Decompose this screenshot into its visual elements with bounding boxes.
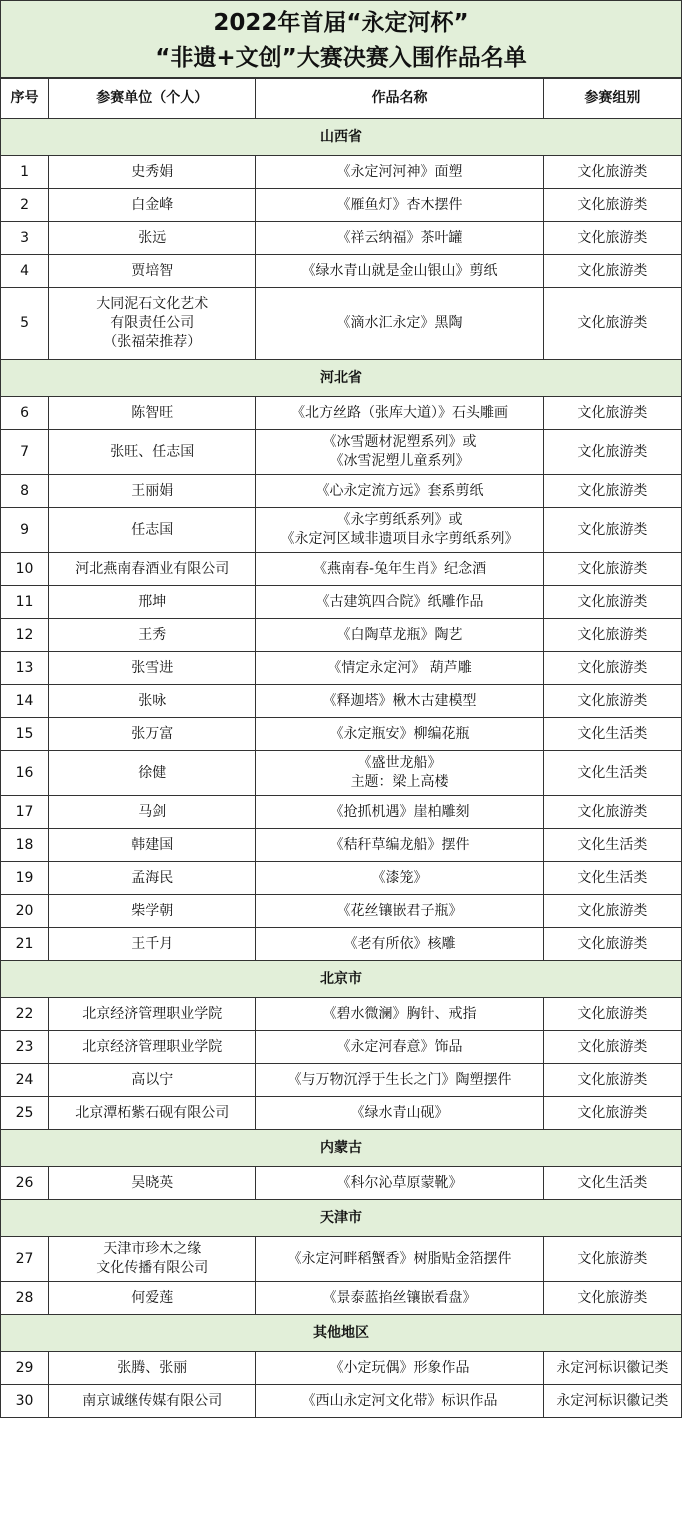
cell-unit-line: 任志国 (131, 521, 174, 538)
cell-unit (49, 553, 256, 586)
cell-number: 25 (1, 1097, 49, 1130)
table-row (1, 553, 682, 586)
table-row (1, 1031, 682, 1064)
cell-unit-line: 张咏 (138, 692, 167, 709)
cell-work (256, 928, 543, 961)
table-row (1, 928, 682, 961)
cell-group: 文化旅游类 (543, 1031, 681, 1064)
table-row (1, 397, 682, 430)
header-work: 作品名称 (256, 79, 543, 119)
cell-work-line: 《古建筑四合院》纸雕作品 (315, 593, 484, 610)
cell-group: 永定河标识徽记类 (543, 1352, 681, 1385)
cell-number: 14 (1, 685, 49, 718)
table-row (1, 1385, 682, 1418)
cell-unit (49, 475, 256, 508)
cell-work (256, 1385, 543, 1418)
cell-work (256, 685, 543, 718)
cell-unit-line: 有限责任公司 (110, 315, 195, 331)
table-row (1, 751, 682, 796)
cell-number: 5 (1, 288, 49, 360)
cell-group: 文化旅游类 (543, 685, 681, 718)
cell-number: 24 (1, 1064, 49, 1097)
cell-group: 文化生活类 (543, 718, 681, 751)
cell-work (256, 586, 543, 619)
cell-work-line: 《永定河春意》饰品 (336, 1038, 463, 1055)
cell-work-line: 《绿水青山就是金山银山》剪纸 (301, 262, 498, 279)
cell-unit-line: 陈智旺 (131, 404, 174, 421)
cell-work (256, 998, 543, 1031)
cell-group: 文化旅游类 (543, 508, 681, 553)
cell-work-line: 《漆笼》 (371, 869, 428, 886)
table-row (1, 508, 682, 553)
cell-number: 21 (1, 928, 49, 961)
cell-number: 8 (1, 475, 49, 508)
cell-number: 28 (1, 1282, 49, 1315)
cell-unit (49, 751, 256, 796)
cell-group: 文化旅游类 (543, 928, 681, 961)
cell-work (256, 222, 543, 255)
table-row (1, 895, 682, 928)
cell-group: 文化旅游类 (543, 1097, 681, 1130)
cell-unit-line: 王秀 (138, 626, 167, 643)
cell-group: 文化旅游类 (543, 553, 681, 586)
cell-work (256, 255, 543, 288)
cell-unit (49, 718, 256, 751)
cell-number: 11 (1, 586, 49, 619)
table-row (1, 156, 682, 189)
cell-work-line: 《雁鱼灯》杏木摆件 (336, 196, 463, 213)
cell-work (256, 862, 543, 895)
cell-unit-line: 韩建国 (131, 836, 174, 853)
cell-unit-line: 高以宁 (131, 1071, 174, 1088)
table-row (1, 718, 682, 751)
cell-unit-line: 贾培智 (131, 262, 174, 279)
cell-unit (49, 829, 256, 862)
cell-unit-line: 王丽娟 (131, 482, 174, 499)
cell-work (256, 718, 543, 751)
section-title: 山西省 (1, 119, 682, 156)
cell-group: 文化旅游类 (543, 475, 681, 508)
cell-number: 23 (1, 1031, 49, 1064)
cell-number: 6 (1, 397, 49, 430)
cell-group: 文化旅游类 (543, 430, 681, 475)
cell-unit-line: 马剑 (138, 803, 167, 820)
cell-work-line: 《科尔沁草原蒙靴》 (336, 1174, 463, 1191)
table-row (1, 1352, 682, 1385)
cell-unit-line: 北京经济管理职业学院 (82, 1038, 223, 1055)
header-unit: 参赛单位（个人） (49, 79, 256, 119)
cell-number: 12 (1, 619, 49, 652)
cell-number: 22 (1, 998, 49, 1031)
section-title: 河北省 (1, 360, 682, 397)
cell-work (256, 156, 543, 189)
cell-group: 文化旅游类 (543, 586, 681, 619)
cell-unit-line: 北京经济管理职业学院 (82, 1005, 223, 1022)
table-row (1, 652, 682, 685)
table-row (1, 475, 682, 508)
cell-unit-line: 孟海民 (131, 869, 174, 886)
cell-work-line: 《抢抓机遇》崖柏雕刻 (329, 803, 470, 820)
cell-unit-line: 文化传播有限公司 (96, 1260, 209, 1276)
cell-work (256, 1031, 543, 1064)
table-row (1, 998, 682, 1031)
table-row (1, 255, 682, 288)
cell-group: 文化生活类 (543, 1167, 681, 1200)
cell-work (256, 1097, 543, 1130)
cell-unit-line: 王千月 (131, 935, 174, 952)
cell-work (256, 652, 543, 685)
table-row (1, 1167, 682, 1200)
cell-work-line: 《碧水微澜》胸针、戒指 (322, 1005, 477, 1022)
cell-work (256, 1352, 543, 1385)
cell-unit (49, 1352, 256, 1385)
cell-number: 27 (1, 1237, 49, 1282)
table-row (1, 586, 682, 619)
table-row (1, 862, 682, 895)
cell-unit (49, 1167, 256, 1200)
table-row (1, 796, 682, 829)
cell-work-line: 主题：梁上高楼 (350, 774, 449, 790)
cell-work (256, 397, 543, 430)
cell-unit (49, 255, 256, 288)
section-row (1, 1130, 682, 1167)
cell-unit-line: 吴晓英 (131, 1174, 174, 1191)
cell-unit (49, 796, 256, 829)
cell-number: 29 (1, 1352, 49, 1385)
section-title: 内蒙古 (1, 1130, 682, 1167)
cell-work-line: 《白陶草龙瓶》陶艺 (336, 626, 463, 643)
cell-number: 18 (1, 829, 49, 862)
cell-unit-line: 何爱莲 (131, 1289, 174, 1306)
cell-unit (49, 1097, 256, 1130)
cell-group: 文化旅游类 (543, 189, 681, 222)
cell-unit-line: 史秀娟 (131, 163, 174, 180)
section-row (1, 961, 682, 998)
cell-unit-line: 北京潭柘紫石砚有限公司 (75, 1104, 230, 1121)
cell-number: 17 (1, 796, 49, 829)
cell-group: 文化旅游类 (543, 255, 681, 288)
cell-group: 文化生活类 (543, 862, 681, 895)
cell-number: 4 (1, 255, 49, 288)
cell-work (256, 1167, 543, 1200)
section-row (1, 119, 682, 156)
cell-number: 3 (1, 222, 49, 255)
cell-group: 文化旅游类 (543, 1237, 681, 1282)
cell-number: 20 (1, 895, 49, 928)
cell-work-line: 《景泰蓝掐丝镶嵌看盘》 (322, 1289, 477, 1306)
table-row (1, 619, 682, 652)
cell-unit (49, 998, 256, 1031)
cell-work (256, 829, 543, 862)
table-row (1, 288, 682, 360)
cell-unit (49, 895, 256, 928)
cell-unit-line: 徐健 (138, 764, 167, 781)
cell-unit-line: 邢坤 (138, 593, 167, 610)
table-row (1, 222, 682, 255)
cell-unit-line: 河北燕南春酒业有限公司 (75, 560, 230, 577)
cell-group: 文化旅游类 (543, 397, 681, 430)
cell-unit-line: 大同泥石文化艺术 (96, 296, 209, 312)
cell-number: 9 (1, 508, 49, 553)
cell-unit (49, 685, 256, 718)
cell-work-line: 《燕南春-兔年生肖》纪念酒 (313, 560, 487, 577)
cell-work-line: 《冰雪题材泥塑系列》或 (322, 434, 477, 450)
section-row (1, 1315, 682, 1352)
section-title: 北京市 (1, 961, 682, 998)
cell-unit (49, 928, 256, 961)
cell-unit-line: 柴学朝 (131, 902, 174, 919)
section-row (1, 1200, 682, 1237)
cell-number: 10 (1, 553, 49, 586)
title-line-2: “非遗+文创”大赛决赛入围作品名单 (155, 45, 527, 71)
cell-work (256, 508, 543, 553)
cell-group: 文化旅游类 (543, 998, 681, 1031)
cell-unit-line: 张腾、张丽 (117, 1359, 188, 1376)
cell-work-line: 《祥云纳福》茶叶罐 (336, 229, 463, 246)
cell-work-line: 《释迦塔》楸木古建模型 (322, 692, 477, 709)
cell-work-line: 《花丝镶嵌君子瓶》 (336, 902, 463, 919)
cell-work-line: 《永定河畔稻蟹香》树脂贴金箔摆件 (287, 1250, 512, 1267)
cell-number: 7 (1, 430, 49, 475)
header-number: 序号 (1, 79, 49, 119)
cell-group: 文化旅游类 (543, 156, 681, 189)
cell-work-line: 《秸秆草编龙船》摆件 (329, 836, 470, 853)
table-row (1, 189, 682, 222)
cell-unit (49, 222, 256, 255)
document-title (0, 0, 682, 78)
cell-work (256, 619, 543, 652)
cell-group: 文化旅游类 (543, 1282, 681, 1315)
table-body (1, 119, 682, 1418)
cell-unit (49, 862, 256, 895)
cell-number: 2 (1, 189, 49, 222)
table-row (1, 430, 682, 475)
title-line-1: 2022年首届“永定河杯” (213, 10, 469, 36)
cell-unit (49, 652, 256, 685)
cell-unit-line: 张雪进 (131, 659, 174, 676)
cell-unit (49, 189, 256, 222)
cell-group: 文化生活类 (543, 829, 681, 862)
cell-work (256, 288, 543, 360)
cell-group: 永定河标识徽记类 (543, 1385, 681, 1418)
table-row (1, 685, 682, 718)
cell-unit (49, 508, 256, 553)
cell-work (256, 475, 543, 508)
table-row (1, 829, 682, 862)
cell-number: 19 (1, 862, 49, 895)
cell-work (256, 189, 543, 222)
cell-unit (49, 619, 256, 652)
cell-work-line: 《永定瓶安》柳编花瓶 (329, 725, 470, 742)
cell-unit-line: 白金峰 (131, 196, 174, 213)
cell-work (256, 1237, 543, 1282)
cell-unit (49, 288, 256, 360)
cell-group: 文化旅游类 (543, 1064, 681, 1097)
cell-work-line: 《老有所依》核雕 (343, 935, 456, 952)
cell-unit (49, 1282, 256, 1315)
cell-work-line: 《小定玩偶》形象作品 (329, 1359, 470, 1376)
cell-unit (49, 430, 256, 475)
cell-unit (49, 586, 256, 619)
header-group: 参赛组别 (543, 79, 681, 119)
cell-unit (49, 397, 256, 430)
cell-group: 文化生活类 (543, 751, 681, 796)
cell-number: 1 (1, 156, 49, 189)
cell-number: 16 (1, 751, 49, 796)
cell-group: 文化旅游类 (543, 652, 681, 685)
cell-work-line: 《盛世龙船》 (357, 755, 442, 771)
finalists-table (0, 78, 682, 1418)
cell-unit (49, 1385, 256, 1418)
cell-group: 文化旅游类 (543, 222, 681, 255)
cell-work-line: 《永定河区域非遗项目永字剪纸系列》 (280, 531, 519, 547)
cell-unit-line: 天津市珍木之缘 (103, 1241, 202, 1257)
cell-work-line: 《心永定流方远》套系剪纸 (315, 482, 484, 499)
cell-unit-line: 南京诚继传媒有限公司 (82, 1392, 223, 1409)
cell-group: 文化旅游类 (543, 895, 681, 928)
cell-unit (49, 1237, 256, 1282)
cell-unit-line: 张万富 (131, 725, 174, 742)
cell-work (256, 895, 543, 928)
table-header-row (1, 79, 682, 119)
cell-unit (49, 156, 256, 189)
cell-work-line: 《永定河河神》面塑 (336, 163, 463, 180)
cell-number: 26 (1, 1167, 49, 1200)
cell-unit-line: （张福荣推荐） (103, 334, 202, 350)
cell-work-line: 《绿水青山砚》 (350, 1104, 449, 1121)
cell-work (256, 1064, 543, 1097)
cell-unit-line: 张旺、任志国 (110, 443, 195, 460)
cell-number: 15 (1, 718, 49, 751)
cell-work-line: 《情定永定河》 葫芦雕 (327, 659, 472, 676)
section-title: 天津市 (1, 1200, 682, 1237)
cell-work-line: 《冰雪泥塑儿童系列》 (329, 453, 470, 469)
table-row (1, 1282, 682, 1315)
table-row (1, 1237, 682, 1282)
cell-work-line: 《永字剪纸系列》或 (336, 512, 463, 528)
cell-work (256, 796, 543, 829)
cell-work (256, 1282, 543, 1315)
cell-unit (49, 1064, 256, 1097)
cell-work-line: 《西山永定河文化带》标识作品 (301, 1392, 498, 1409)
cell-work (256, 751, 543, 796)
cell-group: 文化旅游类 (543, 619, 681, 652)
cell-unit (49, 1031, 256, 1064)
cell-number: 30 (1, 1385, 49, 1418)
cell-number: 13 (1, 652, 49, 685)
cell-work (256, 430, 543, 475)
section-title: 其他地区 (1, 1315, 682, 1352)
cell-work-line: 《北方丝路（张库大道）》石头雕画 (291, 404, 509, 421)
cell-unit-line: 张远 (138, 229, 167, 246)
cell-work (256, 553, 543, 586)
table-row (1, 1097, 682, 1130)
cell-work-line: 《与万物沉浮于生长之门》陶塑摆件 (287, 1071, 512, 1088)
table-row (1, 1064, 682, 1097)
cell-group: 文化旅游类 (543, 288, 681, 360)
cell-work-line: 《滴水汇永定》黑陶 (336, 315, 463, 331)
cell-group: 文化旅游类 (543, 796, 681, 829)
section-row (1, 360, 682, 397)
